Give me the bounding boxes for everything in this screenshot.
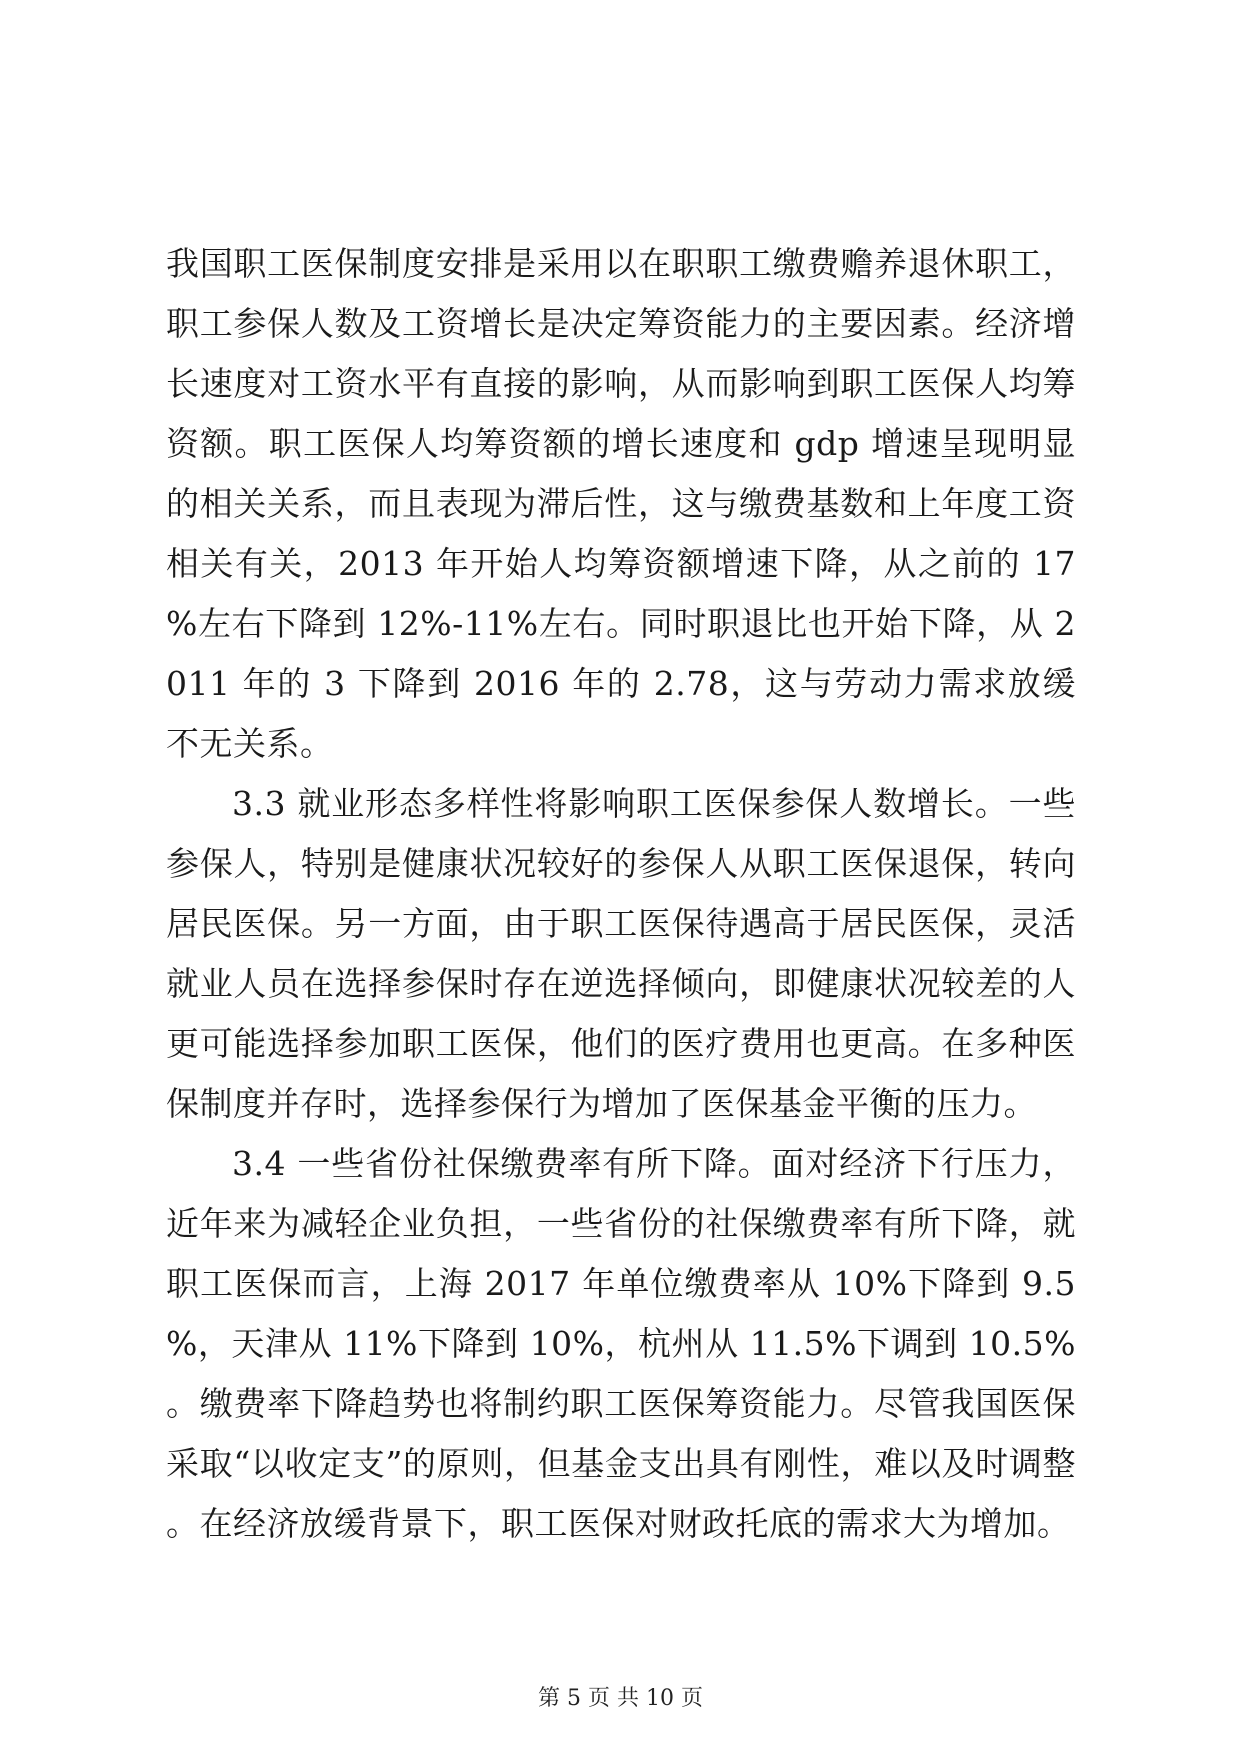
paragraph-1: 我国职工医保制度安排是采用以在职职工缴费赡养退休职工，职工参保人数及工资增长是决定筹资能力的主要因素。经济增长速度对工资水平有直接的影响，从而影响到职工医保人均筹资额。职工医保人均筹资额的增长速度和 gdp 增速呈现明显的相关关系，而且表现为滞后性，这与缴费基数和上年度工资相关有关，2013 年开始人均筹资额增速下降，从之前的 17%左右下降到 12%-11%左右。同时职退比也开始下降，从 2011 年的 3 下降到 2016 年的 2.78，这与劳动力需求放缓不无关系。 [166, 244, 1076, 763]
page-footer: 第 5 页 共 10 页 [538, 1686, 703, 1711]
paragraph-section-3-4: 3.4 一些省份社保缴费率有所下降。面对经济下行压力，近年来为减轻企业负担，一些省份的社保缴费率有所下降，就职工医保而言，上海 2017 年单位缴费率从 10%下降到 9.5%，天津从 11%下降到 10%，杭州从 11.5%下调到 10.5%。缴费率下降趋势也将制约职工医保筹资能力。尽管我国医保采取“以收定支”的原则，但基金支出具有刚性，难以及时调整。在经济放缓背景下，职工医保对财政托底的需求大为增加。 [166, 1144, 1076, 1543]
paragraph-section-3-3: 3.3 就业形态多样性将影响职工医保参保人数增长。一些参保人，特别是健康状况较好的参保人从职工医保退保，转向居民医保。另一方面，由于职工医保待遇高于居民医保，灵活就业人员在选择参保时存在逆选择倾向，即健康状况较差的人更可能选择参加职工医保，他们的医疗费用也更高。在多种医保制度并存时，选择参保行为增加了医保基金平衡的压力。 [166, 784, 1076, 1123]
body-text [166, 234, 1076, 1554]
